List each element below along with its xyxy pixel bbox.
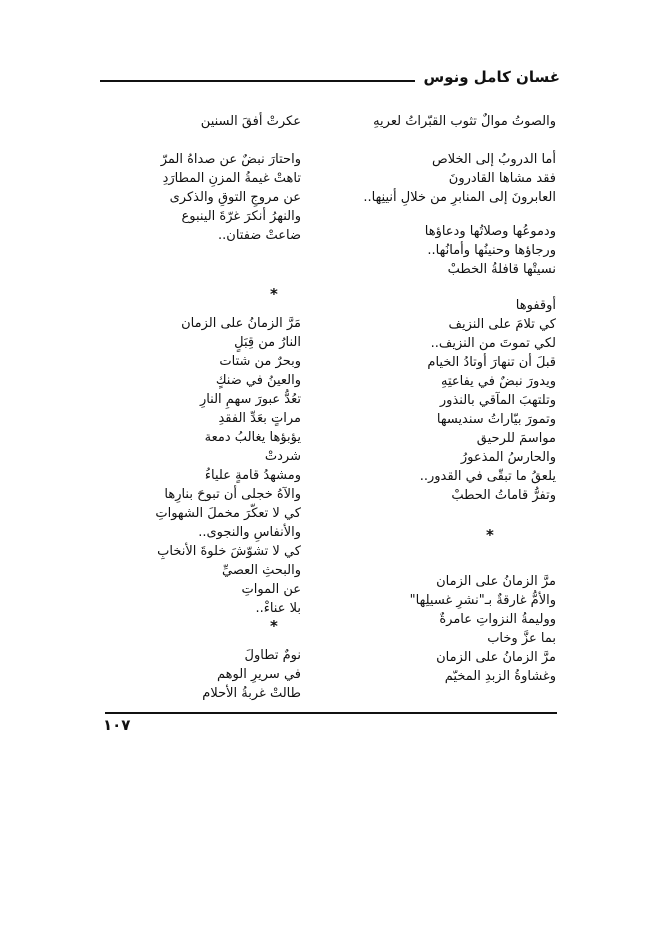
poem-line: يؤبؤها يغالبُ دمعة xyxy=(204,430,301,445)
poem-line: والنهرُ أنكرَ غرّةَ الينبوع xyxy=(181,209,301,224)
poem-line: عكرتْ أفقَ السنين xyxy=(200,114,301,129)
poem-line: عن المواتِ xyxy=(241,582,301,597)
poem-line: يلعقُ ما تبقّى في القدور.. xyxy=(419,469,556,484)
left-block-3 xyxy=(81,314,301,618)
poem-line: مرَّ الزمانُ على الزمان xyxy=(436,574,556,589)
poem-line: أوقفوها xyxy=(515,298,556,313)
poem-line: ودموعُها وصلاتُها ودعاؤها xyxy=(424,224,556,239)
poem-line: وتمورَ بيّاراتُ سنديسها xyxy=(436,412,556,427)
poem-line: كي تلامَ على النزيف xyxy=(448,317,556,332)
poem-line: والأمُّ غارقةٌ بـ"نشرِ غسيلِها" xyxy=(409,593,556,608)
poem-line: تاهتْ غيمةُ المزنِ المطارَدِ xyxy=(162,171,301,186)
section-divider-star: * xyxy=(486,526,494,544)
poem-line: عن مروجِ التوقِ والذكرى xyxy=(169,190,301,205)
poem-line: ورجاؤها وحنينُها وأمانُها.. xyxy=(427,243,556,258)
left-block-2 xyxy=(81,150,301,245)
left-block-4 xyxy=(81,646,301,703)
poem-line: بلا عناءْ.. xyxy=(255,601,301,616)
poem-line: كي لا تعكّرَ مخملَ الشهواتِ xyxy=(155,506,301,521)
poem-line: بما عزَّ وخاب xyxy=(487,631,556,646)
right-block-3 xyxy=(326,222,556,279)
poem-line: واحتارَ نبضٌ عن صداهُ المرّ xyxy=(160,152,301,167)
right-block-4 xyxy=(326,296,556,505)
poem-line: مَرَّ الزمانُ على الزمان xyxy=(181,316,301,331)
poem-line: النارُ من قِبَلٍ xyxy=(234,335,301,350)
poem-line: وغشاوةُ الزبدِ المخيّم xyxy=(444,669,556,684)
poem-line: لكي تموتَ من النزيف.. xyxy=(430,336,556,351)
right-block-2 xyxy=(326,150,556,207)
poem-line: ضاعتْ ضفتان.. xyxy=(218,228,301,243)
right-block-1 xyxy=(326,112,556,131)
header-rule xyxy=(100,80,415,82)
poem-line: ووليمةُ النزواتِ عامرةٌ xyxy=(439,612,556,627)
poem-line: كي لا تشوّشَ خلوةَ الأنخابِ xyxy=(157,544,301,559)
poem-line: مرَّ الزمانُ على الزمان xyxy=(436,650,556,665)
page-number: ١٠٧ xyxy=(103,716,131,734)
poem-line: والحارسُ المذعورُ xyxy=(460,450,556,465)
poem-line: ويدورَ نبضٌ في يفاعتِهِ xyxy=(441,374,556,389)
poem-line: وتفرُّ قاماتُ الحطبْ xyxy=(451,488,556,503)
right-block-5 xyxy=(326,572,556,686)
poem-line: في سريرِ الوهم xyxy=(217,667,301,682)
poem-line: طالتْ غربةُ الأحلام xyxy=(202,686,301,701)
poem-line: والآهُ خجلى أن تبوحَ بنارِها xyxy=(164,487,301,502)
poem-line: والعينُ في ضنكٍ xyxy=(215,373,301,388)
poem-line: ومشهدُ قامةٍ علياءُ xyxy=(204,468,301,483)
poem-line: العابرونَ إلى المنابرِ من خلالِ أنينِها.. xyxy=(363,190,556,205)
poem-line: مواسمَ للرحيق xyxy=(476,431,556,446)
page-header xyxy=(100,68,560,94)
poem-line: فقد مشاها القادرونَ xyxy=(448,171,556,186)
poem-line: أما الدروبُ إلى الخلاص xyxy=(432,152,556,167)
section-divider-star: * xyxy=(270,285,278,303)
poem-line: شردتْ xyxy=(264,449,301,464)
section-divider-star: * xyxy=(270,617,278,635)
poem-line: تعُدُّ عبورَ سهمِ النارِ xyxy=(199,392,301,407)
poem-line: نسيتْها قافلةُ الخطبْ xyxy=(447,262,556,277)
author-name: غسان كامل ونوس xyxy=(423,68,560,86)
poem-line: مراتٍ بعَدِّ الفقدِ xyxy=(218,411,301,426)
poem-line: والبحثِ العصيِّ xyxy=(221,563,301,578)
poem-line: نومٌ تطاولَ xyxy=(244,648,301,663)
poem-line: والأنفاسِ والنجوى.. xyxy=(198,525,301,540)
poem-line: قبلَ أن تنهارَ أوتادُ الخيام xyxy=(427,355,556,370)
poem-line: وبحرٌ من شتات xyxy=(219,354,301,369)
poem-line: والصوتُ موالٌ تثوب القبّراتُ لعريهِ xyxy=(373,114,556,129)
poem-line: وتلتهبَ المآقي بالنذور xyxy=(439,393,556,408)
footer-rule xyxy=(105,712,557,714)
left-block-1 xyxy=(81,112,301,131)
